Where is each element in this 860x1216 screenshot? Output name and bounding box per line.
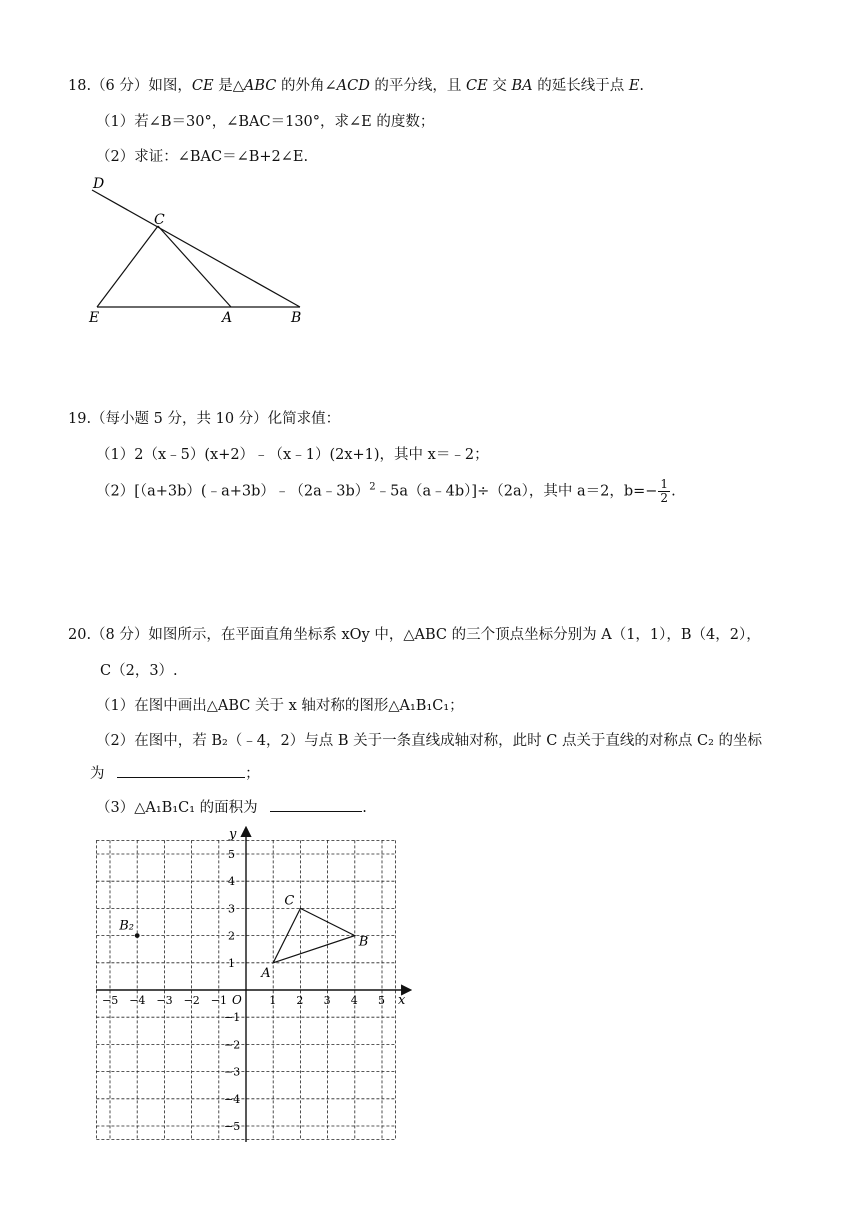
x-tick-label: 1 xyxy=(269,994,277,1007)
x-tick-label: 5 xyxy=(378,994,385,1007)
q18-part1: （1）若∠B＝30°，∠BAC＝130°，求∠E 的度数； xyxy=(96,114,435,130)
q19-part2 xyxy=(96,478,676,505)
x-tick-label: 4 xyxy=(350,994,358,1007)
q18-acd: ACD xyxy=(336,78,370,94)
y-tick-label: 2 xyxy=(228,929,235,943)
q20-p2-end: ； xyxy=(245,766,260,782)
label-c: C xyxy=(154,212,165,228)
y-tick-label: 5 xyxy=(228,848,235,861)
q18-number: 18. xyxy=(68,78,92,94)
fraction-numerator: 1 xyxy=(660,477,669,491)
label-a: A xyxy=(222,310,233,326)
q20-p3-text: （3）△A₁B₁C₁ 的面积为 xyxy=(96,800,258,816)
q20-p3-end: . xyxy=(362,800,367,816)
q19-p2-end: . xyxy=(671,483,676,500)
y-tick-label: 1 xyxy=(228,956,235,970)
x-tick-label: −3 xyxy=(156,994,173,1007)
answer-blank-area[interactable] xyxy=(270,797,362,812)
q18-part2: （2）求证：∠BAC＝∠B+2∠E. xyxy=(96,149,309,165)
x-tick-label: 2 xyxy=(296,994,304,1007)
q19-part1: （1）2（x﹣5）(x+2）﹣（x﹣1）(2x+1)，其中 x＝﹣2； xyxy=(96,447,489,463)
line-ca xyxy=(158,226,231,307)
fraction-denominator: 2 xyxy=(660,491,669,505)
q18-e: E xyxy=(628,78,640,94)
point-b2-dot xyxy=(135,933,140,938)
q19-p2-before: （2）[（a+3b）(﹣a+3b）﹣（2a﹣3b） xyxy=(96,483,370,500)
q19-p2-exponent: 2 xyxy=(369,481,376,493)
q18-stem xyxy=(68,74,644,95)
q20-part1: （1）在图中画出△ABC 关于 x 轴对称的图形△A₁B₁C₁； xyxy=(96,698,464,714)
y-tick-label: −5 xyxy=(224,1120,241,1133)
y-tick-label: 3 xyxy=(228,902,235,916)
point-label: B₂ xyxy=(119,918,134,934)
q18-text-a: 是△ xyxy=(213,78,244,94)
q18-text-c: 的平分线，且 xyxy=(369,78,467,94)
q19-p2-after: ﹣5a（a﹣4b）]÷（2a），其中 a＝2，b=− xyxy=(375,483,658,500)
q18-score: （6 分）如图， xyxy=(91,78,192,94)
point-label: A xyxy=(261,965,271,981)
y-tick-label: 4 xyxy=(228,875,235,889)
q20-part2-line2 xyxy=(90,762,260,783)
q20-part3 xyxy=(96,796,367,817)
q20-p2-prefix: 为 xyxy=(90,766,105,782)
q18-text-d: 交 xyxy=(487,78,512,94)
q18-ce2: CE xyxy=(466,78,488,94)
y-axis-label: y xyxy=(229,827,237,842)
x-tick-label: −4 xyxy=(129,994,146,1007)
fraction-one-half xyxy=(658,478,670,505)
y-tick-label: −3 xyxy=(224,1065,241,1079)
q20-part2-line1: （2）在图中，若 B₂（﹣4，2）与点 B 关于一条直线成轴对称，此时 C 点关于直线的对称点 C₂ 的坐标 xyxy=(96,733,763,749)
q20-stem-line2: C（2，3）. xyxy=(100,663,178,679)
x-tick-label: −1 xyxy=(210,994,228,1007)
origin-label: O xyxy=(232,993,242,1007)
label-d: D xyxy=(93,176,105,192)
line-ec xyxy=(97,226,158,307)
q20-stem-line1: 20.（8 分）如图所示，在平面直角坐标系 xOy 中，△ABC 的三个顶点坐标分别为 A（1，1），B（4，2）， xyxy=(68,627,761,643)
label-b: B xyxy=(291,310,302,326)
y-tick-label: −4 xyxy=(224,1092,241,1106)
label-e: E xyxy=(89,310,100,326)
q18-text-b: 的外角∠ xyxy=(276,78,337,94)
point-label: C xyxy=(284,893,295,909)
q18-text-end: . xyxy=(639,78,645,94)
x-tick-label: 3 xyxy=(323,994,331,1007)
x-tick-label: −5 xyxy=(102,994,119,1007)
point-label: B xyxy=(358,934,369,950)
y-tick-label: −2 xyxy=(224,1038,241,1052)
answer-blank-c2[interactable] xyxy=(117,763,245,778)
q18-figure xyxy=(80,170,320,330)
q18-text-e: 的延长线于点 xyxy=(532,78,629,94)
x-tick-label: −2 xyxy=(183,994,200,1007)
q19-stem: 19.（每小题 5 分，共 10 分）化简求值： xyxy=(68,411,341,427)
q18-ce: CE xyxy=(191,78,214,94)
coordinate-grid xyxy=(88,820,418,1150)
q18-abc: ABC xyxy=(243,78,277,94)
x-axis-label: x xyxy=(398,993,406,1008)
q18-ba: BA xyxy=(511,78,533,94)
line-dc-extension xyxy=(92,190,300,307)
y-tick-label: −1 xyxy=(224,1011,241,1025)
